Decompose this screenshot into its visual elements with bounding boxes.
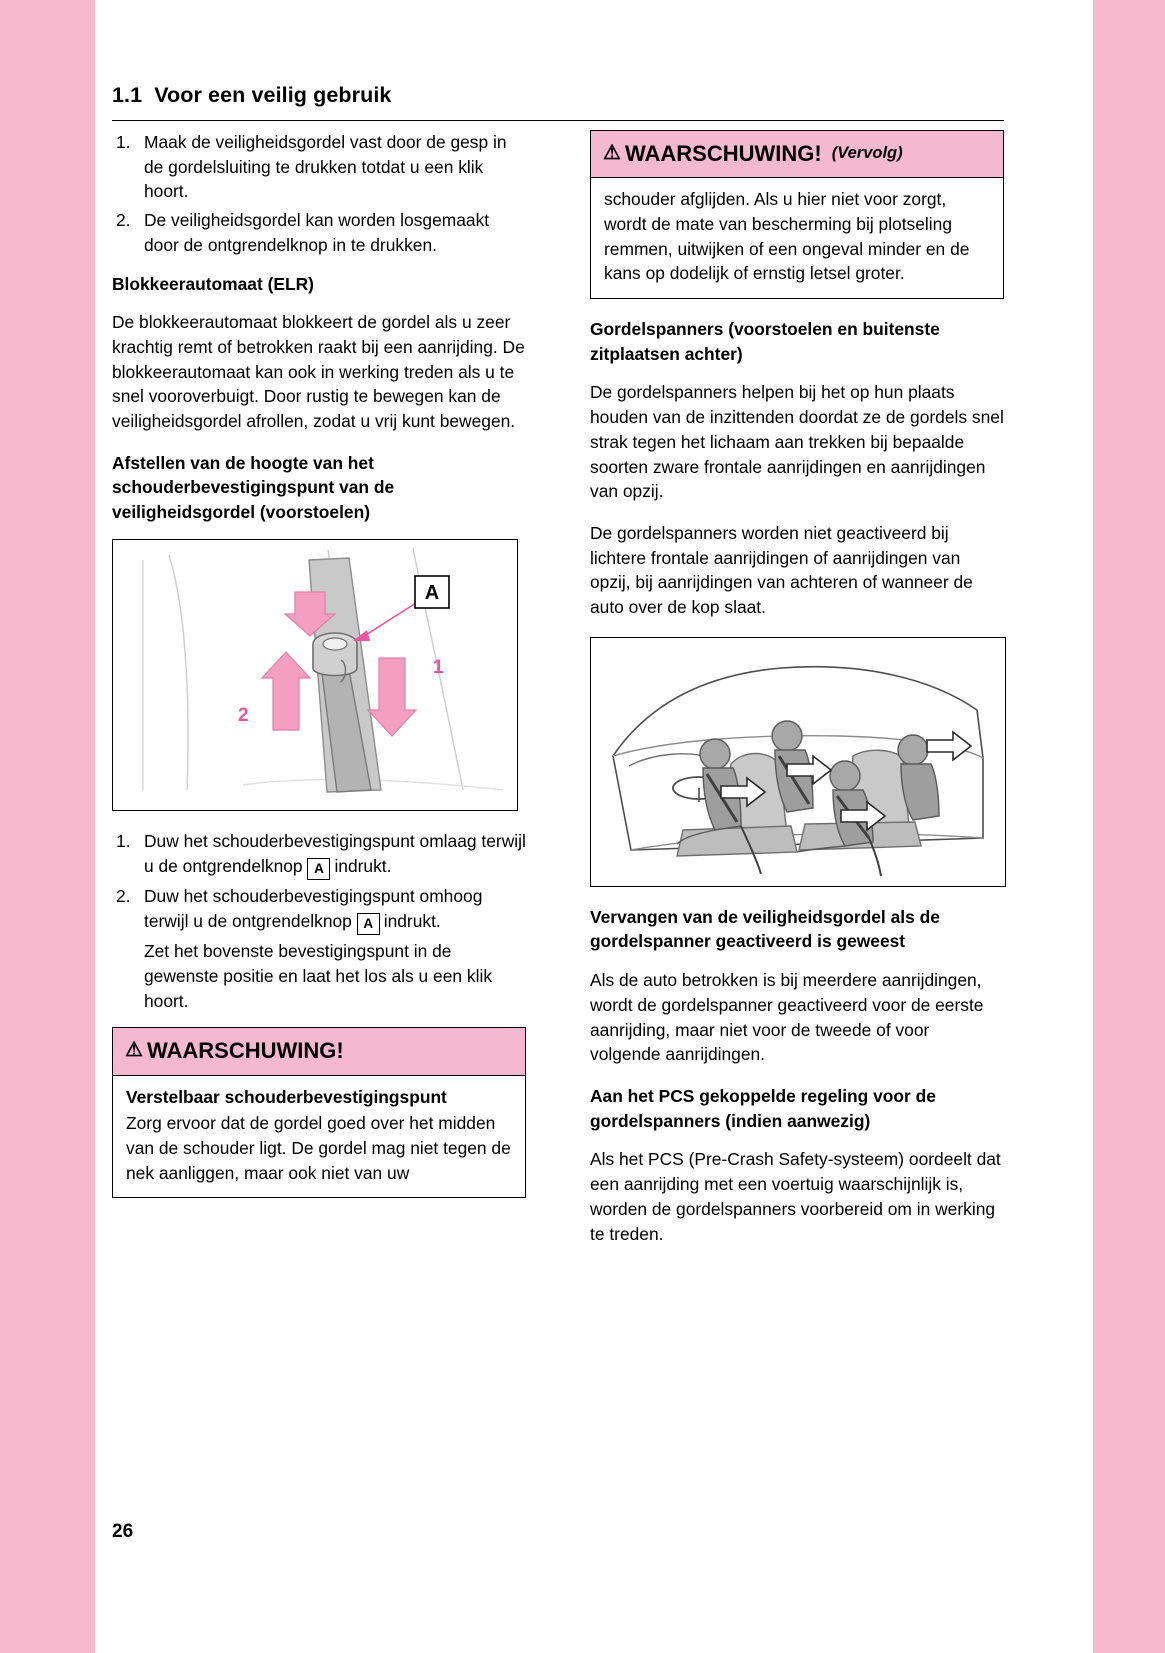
figure-occupants-svg: [591, 638, 1005, 886]
page-title: [112, 80, 1004, 111]
heading-hoogte-afstellen: Afstellen van de hoogte van het schouderbevestigingspunt van de veiligheidsgordel (voorstoelen): [112, 452, 395, 523]
svg-text:2: 2: [238, 704, 249, 726]
list-text-after: indrukt.: [383, 910, 441, 931]
list-item: [112, 829, 526, 880]
header-divider: [112, 120, 1004, 121]
list-item: [112, 130, 526, 204]
heading-gordelspanners: Gordelspanners (voorstoelen en buitenste zitplaatsen achter): [590, 319, 940, 364]
list-marker: 1.: [116, 830, 131, 851]
section-number: 1.1: [112, 83, 143, 107]
paragraph-pcs: Als het PCS (Pre-Crash Safety-systeem) oordeelt dat een aanrijding met een voertuig waarschijnlijk is, worden de gordelspanners voorbereid om in werking te treden.: [590, 1149, 1001, 1244]
left-column: [112, 130, 526, 1216]
arrow-down-1: [368, 658, 416, 736]
key-a-icon: A: [307, 858, 330, 881]
figure-occupants-pretensioners: [590, 637, 1006, 887]
warning-subtitle: Verstelbaar schouderbevestigingspunt: [126, 1086, 447, 1107]
page-content: [112, 0, 1004, 1653]
warning-header: [591, 131, 1003, 178]
warning-header: [113, 1028, 525, 1075]
warning-text: Zorg ervoor dat de gordel goed over het midden van de schouder ligt. De gordel mag niet tegen de nek aanliggen, maar ook niet van uw: [126, 1113, 511, 1183]
paragraph-elr: De blokkeerautomaat blokkeert de gordel als u zeer krachtig remt of betrokken raakt bij een aanrijding. De blokkeerautomaat kan ook in werking treden als u te snel vooroverbuigt. Door rustig te bewegen kan de veiligheidsgordel afrollen, zodat u vrij kunt bewegen.: [112, 312, 525, 432]
warning-box-continued: [590, 130, 1004, 299]
key-a-icon: A: [357, 913, 380, 936]
list-text: De veiligheidsgordel kan worden losgemaakt door de ontgrendelknop in te drukken.: [144, 210, 490, 255]
heading-vervangen-gordel: Vervangen van de veiligheidsgordel als de gordelspanner geactiveerd is geweest: [590, 906, 940, 952]
list-extra-text: Zet het bovenste bevestigingspunt in de gewenste positie en laat het los als u een klik hoort.: [144, 941, 493, 1011]
warning-box: [112, 1027, 526, 1198]
figure-shoulder-anchor: [112, 539, 518, 811]
ordered-list-buckle: [112, 130, 526, 258]
list-text-after: indrukt.: [334, 855, 392, 876]
ordered-list-adjust: [112, 829, 526, 1014]
page-header: [112, 80, 1004, 121]
heading-elr: Blokkeerautomaat (ELR): [112, 273, 314, 294]
right-column: [590, 130, 1004, 1263]
paragraph-gordelspanners-1: De gordelspanners helpen bij het op hun plaats houden van de inzittenden doordat ze de gordels snel strak tegen het lichaam aan trekken bij bepaalde soorten zware frontale aanrijdingen en aanrijdingen van opzij.: [590, 382, 1004, 502]
warning-title: WAARSCHUWING!: [146, 1038, 344, 1064]
list-text: Duw het schouderbevestigingspunt omhoog terwijl u de ontgrendelknop: [144, 886, 483, 931]
list-text: Maak de veiligheidsgordel vast door de gesp in de gordelsluiting te drukken totdat u een klik hoort.: [144, 132, 507, 202]
warning-title: WAARSCHUWING!: [624, 141, 822, 166]
list-marker: 1.: [116, 132, 131, 152]
warning-text: schouder afglijden. Als u hier niet voor zorgt, wordt de mate van bescherming bij plotseling remmen, uitwijken of een ongeval minder en de kans op dodelijk of ernstig letsel groter.: [604, 189, 970, 284]
figure-shoulder-anchor-svg: [113, 540, 517, 810]
warning-body: [591, 178, 1003, 298]
list-item: [112, 884, 526, 1013]
svg-text:1: 1: [433, 656, 444, 678]
paragraph-vervangen: Als de auto betrokken is bij meerdere aanrijdingen, wordt de gordelspanner geactiveerd voor de eerste aanrijding, maar niet voor de tweede of voor volgende aanrijdingen.: [590, 970, 984, 1065]
warning-triangle-icon: ⚠: [125, 1038, 143, 1061]
svg-text:A: A: [424, 581, 440, 604]
warning-triangle-icon: ⚠: [603, 141, 621, 164]
section-title: Voor een veilig gebruik: [154, 83, 392, 107]
arrow-up-2: [262, 652, 310, 730]
list-marker: 2.: [116, 886, 131, 907]
heading-pcs: Aan het PCS gekoppelde regeling voor de gordelspanners (indien aanwezig): [590, 1086, 936, 1131]
warning-continued-label: (Vervolg): [831, 143, 903, 162]
paragraph-gordelspanners-2: De gordelspanners worden niet geactiveerd bij lichtere frontale aanrijdingen of aanrijdingen van opzij, bij aanrijdingen van achteren of wanneer de auto over de kop slaat.: [590, 522, 973, 618]
list-marker: 2.: [116, 210, 131, 231]
warning-body: [113, 1076, 525, 1198]
page-number: 26: [112, 1521, 134, 1542]
list-text: Duw het schouderbevestigingspunt omlaag terwijl u de ontgrendelknop: [144, 830, 526, 876]
list-item: [112, 208, 526, 257]
